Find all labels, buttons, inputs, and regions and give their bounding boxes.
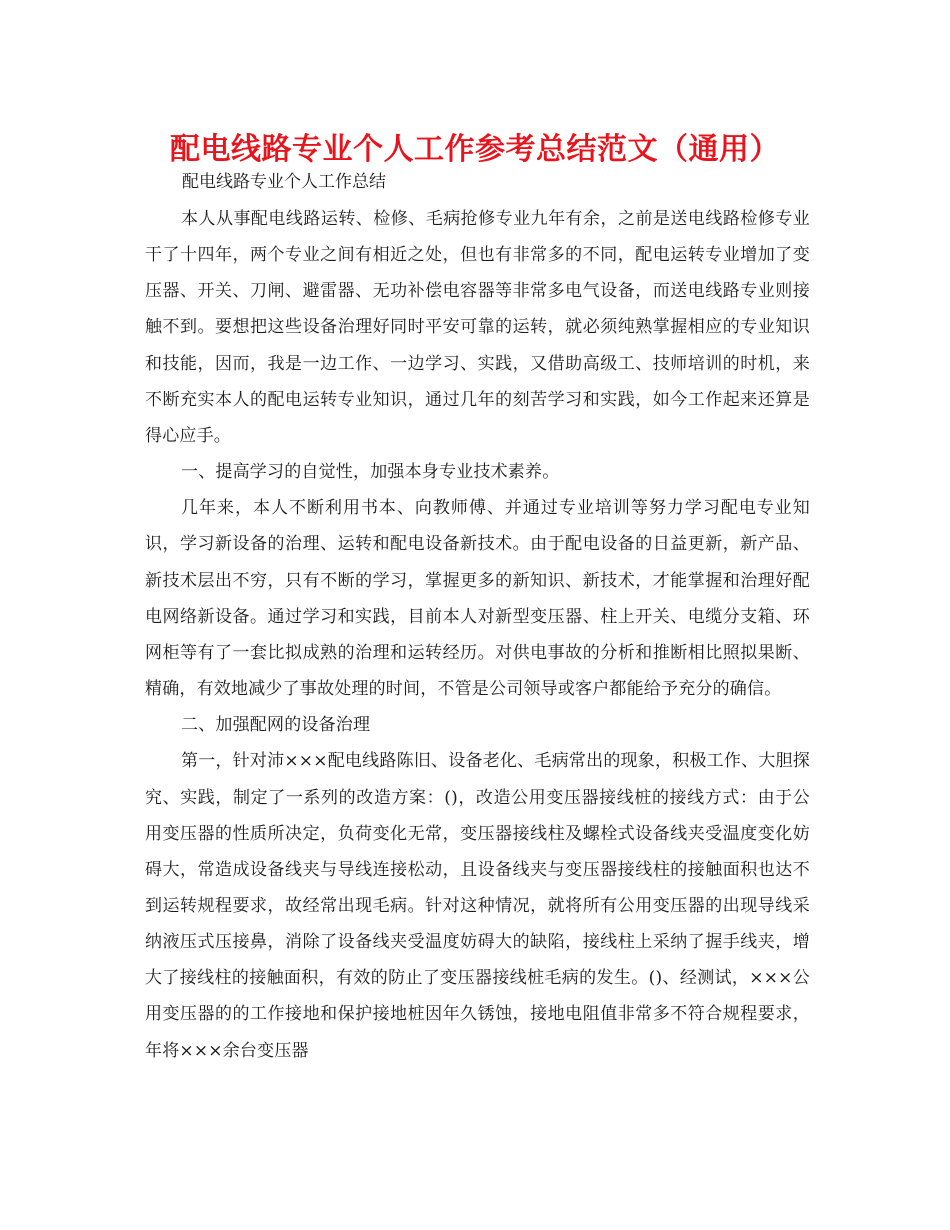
section-heading-1: 一、提高学习的自觉性，加强本身专业技术素养。 [181,462,560,483]
document-title: 配电线路专业个人工作参考总结范文（通用） [170,132,780,167]
paragraph-learning: 几年来，本人不断利用书本、向教师傅、并通过专业培训等努力学习配电专业知识，学习新设备的治理、运转和配电设备新技术。由于配电设备的日益更新，新产品、新技术层出不穷，只有不断的学习，掌握更多的新知识、新技术，才能掌握和治理好配电网络新设备。通过学习和实践，目前本人对新型变压器、柱上开关、电缆分支箱、环网柜等有了一套比拟成熟的治理和运转经历。对供电事故的分析和推断相比照拟果断、精确，有效地减少了事故处理的时间，不管是公司领导或客户都能给予充分的确信。 [145,498,810,700]
document-body [145,201,810,1069]
section-heading-2: 二、加强配网的设备治理 [181,715,371,736]
paragraph-intro: 本人从事配电线路运转、检修、毛病抢修专业九年有余，之前是送电线路检修专业干了十四年，两个专业之间有相近之处，但也有非常多的不同，配电运转专业增加了变压器、开关、刀闸、避雷器、无功补偿电容器等非常多电气设备，而送电线路专业则接触不到。要想把这些设备治理好同时平安可靠的运转，就必须纯熟掌握相应的专业知识和技能，因而，我是一边工作、一边学习、实践，又借助高级工、技师培训的时机，来不断充实本人的配电运转专业知识，通过几年的刻苦学习和实践，如今工作起来还算是得心应手。 [145,209,810,446]
document-subtitle: 配电线路专业个人工作总结 [182,172,386,192]
paragraph-equipment: 第一，针对沛×××配电线路陈旧、设备老化、毛病常出的现象，积极工作、大胆探究、实践，制定了一系列的改造方案：()，改造公用变压器接线桩的接线方式：由于公用变压器的性质所决定，负荷变化无常，变压器接线柱及螺栓式设备线夹受温度变化妨碍大，常造成设备线夹与导线连接松动，且设备线夹与变压器接线柱的接触面积也达不到运转规程要求，故经常出现毛病。针对这种情况，就将所有公用变压器的出现导线采纳液压式压接鼻，消除了设备线夹受温度妨碍大的缺陷，接线柱上采纳了握手线夹，增大了接线柱的接触面积，有效的防止了变压器接线桩毛病的发生。()、经测试，×××公用变压器的的工作接地和保护接地桩因年久锈蚀，接地电阻值非常多不符合规程要求，年将×××余台变压器 [145,751,810,1061]
